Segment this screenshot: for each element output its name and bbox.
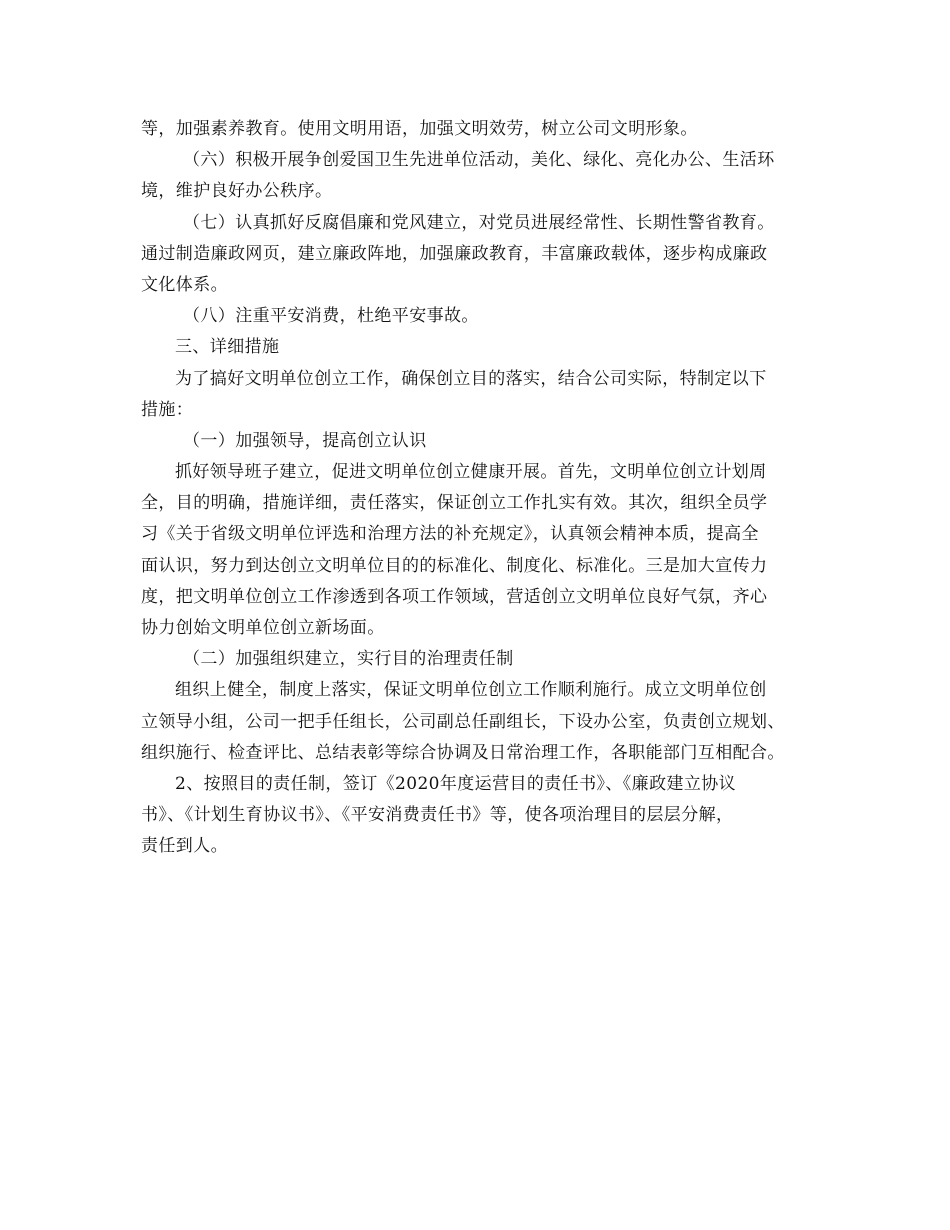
paragraph-line: 通过制造廉政网页，建立廉政阵地，加强廉政教育，丰富廉政载体，逐步构成廉政 <box>141 243 768 264</box>
paragraph-line: 等，加强素养教育。使用文明用语，加强文明效劳，树立公司文明形象。 <box>141 119 698 139</box>
paragraph-line: 措施： <box>141 399 194 420</box>
paragraph-line: 全，目的明确，措施详细，责任落实，保证创立工作扎实有效。其次，组织全员学 <box>141 493 768 514</box>
paragraph-line: 组织施行、检查评比、总结表彰等综合协调及日常治理工作，各职能部门互相配合。 <box>141 742 785 763</box>
paragraph-line: 习《关于省级文明单位评选和治理方法的补充规定》，认真领会精神本质，提高全 <box>141 524 759 545</box>
paragraph-line: 立领导小组，公司一把手任组长，公司副总任副组长，下设办公室，负责创立规划、 <box>141 711 785 732</box>
paragraph-line: 为了搞好文明单位创立工作，确保创立目的落实，结合公司实际，特制定以下 <box>175 368 767 389</box>
paragraph-line: 境，维护良好办公秩序。 <box>141 181 333 202</box>
subsection-heading: （二）加强组织建立，实行目的治理责任制 <box>183 649 514 670</box>
paragraph-line: （八）注重平安消费，杜绝平安事故。 <box>183 306 479 327</box>
paragraph-line: 2、按照目的责任制，签订《2020年度运营目的责任书》、《廉政建立协议 <box>175 773 737 794</box>
paragraph-line: （七）认真抓好反腐倡廉和党风建立，对党员进展经常性、长期性警省教育。 <box>183 212 775 233</box>
paragraph-line: 书》、《计划生育协议书》、《平安消费责任书》等，使各项治理目的层层分解， <box>141 805 734 826</box>
paragraph-line: 文化体系。 <box>141 274 228 295</box>
paragraph-line: 组织上健全，制度上落实，保证文明单位创立工作顺利施行。成立文明单位创 <box>175 680 767 701</box>
paragraph-line: 度，把文明单位创立工作渗透到各项工作领域，营适创立文明单位良好气氛，齐心 <box>141 586 768 607</box>
section-heading: 三、详细措施 <box>175 337 280 358</box>
paragraph-line: 责任到人。 <box>141 836 228 857</box>
paragraph-line: 抓好领导班子建立，促进文明单位创立健康开展。首先，文明单位创立计划周 <box>175 462 767 483</box>
subsection-heading: （一）加强领导，提高创立认识 <box>183 430 427 451</box>
paragraph-line: 协力创始文明单位创立新场面。 <box>141 618 385 638</box>
paragraph-line: （六）积极开展争创爱国卫生先进单位活动，美化、绿化、亮化办公、生活环 <box>183 150 775 171</box>
paragraph-line: 面认识，努力到达创立文明单位目的的标准化、制度化、标准化。三是加大宣传力 <box>141 555 768 576</box>
document-body <box>141 114 813 863</box>
